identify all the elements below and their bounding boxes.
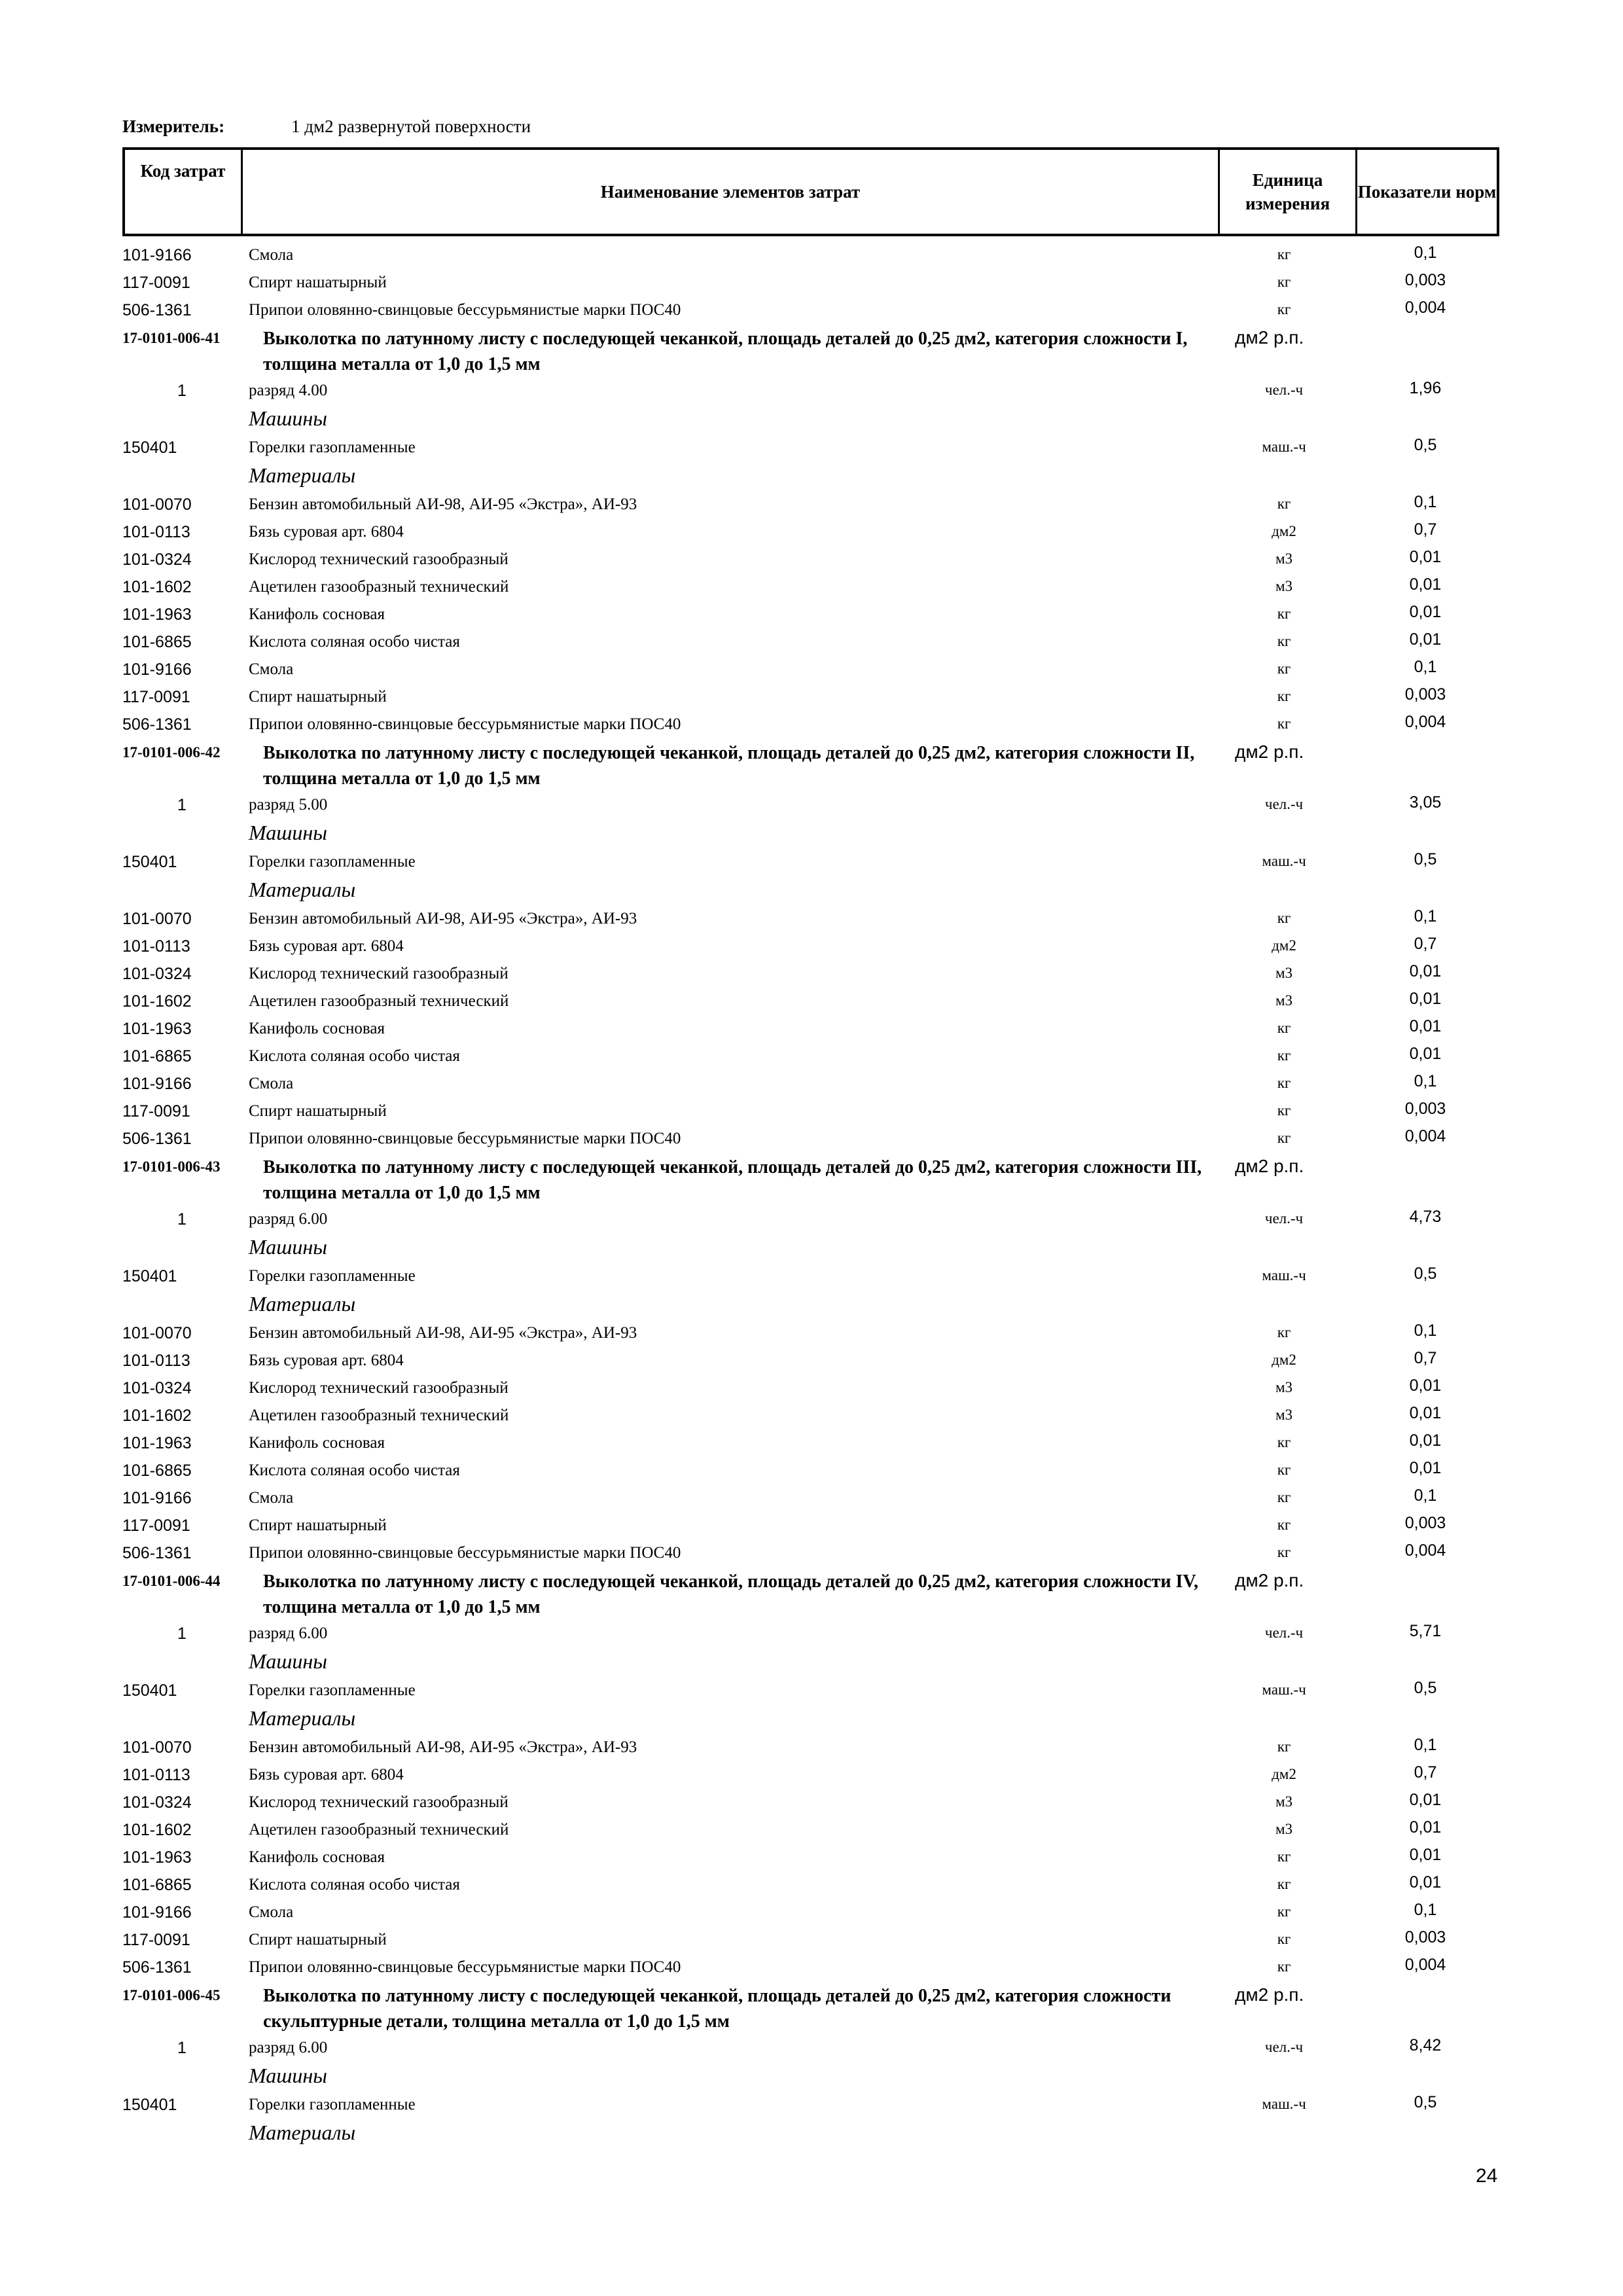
row-value: 0,01	[1409, 548, 1442, 566]
row-code: 101-0324	[122, 1793, 192, 1812]
group-label: Материалы	[249, 463, 356, 487]
row-code: 101-6865	[122, 1462, 192, 1480]
row-name: Кислород технический газообразный	[249, 1379, 508, 1397]
row-unit: маш.-ч	[1262, 1681, 1306, 1698]
row-code: 101-0113	[122, 523, 190, 541]
row-value: 0,1	[1414, 907, 1437, 925]
row-code: 101-0324	[122, 965, 192, 983]
row-name: Спирт нашатырный	[249, 688, 387, 706]
measure-line	[122, 117, 531, 137]
row-code: 1	[177, 796, 187, 814]
table-row	[122, 1430, 1499, 1458]
row-name: разряд 6.00	[249, 2039, 328, 2056]
row-code: 150401	[122, 2096, 177, 2114]
row-value: 1,96	[1409, 379, 1442, 397]
table-row	[122, 906, 1499, 933]
row-name: Припои оловянно-свинцовые бессурьмянистые марки ПОС40	[249, 1130, 681, 1147]
row-code: 1	[177, 1624, 187, 1643]
row-value: 0,01	[1409, 962, 1442, 980]
row-value: 0,7	[1414, 1763, 1437, 1782]
row-name: Бязь суровая арт. 6804	[249, 937, 404, 955]
table-row	[122, 1954, 1499, 1982]
row-code: 101-0070	[122, 1738, 192, 1757]
row-value: 0,003	[1404, 1514, 1446, 1532]
row-code: 101-0113	[122, 1352, 190, 1370]
row-code: 101-0324	[122, 1379, 192, 1397]
row-code: 101-1963	[122, 605, 192, 624]
row-name: Смола	[249, 1903, 294, 1921]
row-code: 506-1361	[122, 715, 192, 734]
row-name: Бязь суровая арт. 6804	[249, 1352, 404, 1369]
row-name: Бензин автомобильный АИ-98, АИ-95 «Экстра», АИ-93	[249, 910, 637, 927]
row-value: 0,01	[1409, 603, 1442, 621]
row-unit: м3	[1275, 992, 1293, 1009]
row-value: 0,01	[1409, 1045, 1442, 1063]
row-value: 0,01	[1409, 1017, 1442, 1035]
table-row	[122, 519, 1499, 547]
row-unit: маш.-ч	[1262, 1267, 1306, 1283]
row-code: 101-1963	[122, 1434, 192, 1452]
row-code: 101-6865	[122, 633, 192, 651]
row-name: Кислота соляная особо чистая	[249, 1462, 460, 1479]
row-value: 0,01	[1409, 575, 1442, 594]
row-unit: чел.-ч	[1264, 1624, 1304, 1641]
table-row	[122, 1734, 1499, 1762]
table-row	[122, 492, 1499, 519]
row-value: 0,1	[1414, 1486, 1437, 1505]
row-unit: кг	[1277, 301, 1291, 317]
table-row	[122, 547, 1499, 574]
row-value: 0,01	[1409, 1459, 1442, 1477]
row-unit: кг	[1277, 1516, 1291, 1533]
row-code: 101-0070	[122, 495, 192, 514]
row-unit: маш.-ч	[1262, 853, 1306, 869]
row-unit: кг	[1277, 1020, 1291, 1036]
row-name: Канифоль сосновая	[249, 605, 385, 623]
row-value: 8,42	[1409, 2036, 1442, 2054]
table-row	[122, 1126, 1499, 1153]
row-unit: дм2	[1272, 1352, 1296, 1368]
row-value: 0,1	[1414, 1321, 1437, 1340]
row-unit: чел.-ч	[1264, 796, 1304, 812]
row-name: Горелки газопламенные	[249, 1267, 416, 1285]
table-row	[122, 988, 1499, 1016]
row-name: Канифоль сосновая	[249, 1848, 385, 1866]
row-unit: кг	[1277, 1903, 1291, 1920]
row-value: 0,1	[1414, 1736, 1437, 1754]
norm-unit: дм2 р.п.	[1235, 1570, 1304, 1590]
row-code: 506-1361	[122, 1544, 192, 1562]
row-name: Смола	[249, 1489, 294, 1507]
group-label-row	[122, 2062, 1499, 2092]
norm-unit: дм2 р.п.	[1235, 327, 1304, 348]
table-row	[122, 711, 1499, 739]
row-name: Ацетилен газообразный технический	[249, 1821, 509, 1839]
row-value: 0,01	[1409, 630, 1442, 649]
row-unit: кг	[1277, 1102, 1291, 1119]
row-value: 0,1	[1414, 243, 1437, 262]
row-code: 101-9166	[122, 1903, 192, 1922]
row-value: 0,01	[1409, 1818, 1442, 1837]
row-value: 0,5	[1414, 1679, 1437, 1697]
group-label: Машины	[249, 1649, 327, 1673]
table-row	[122, 1899, 1499, 1927]
row-value: 0,01	[1409, 990, 1442, 1008]
table-row	[122, 1789, 1499, 1817]
row-code: 117-0091	[122, 274, 190, 292]
measure-value: 1 дм2 развернутой поверхности	[291, 117, 531, 136]
row-code: 101-1602	[122, 1407, 192, 1425]
row-code: 101-1963	[122, 1020, 192, 1038]
row-name: Горелки газопламенные	[249, 439, 416, 456]
header-code: Код затрат	[125, 150, 243, 234]
row-value: 0,01	[1409, 1431, 1442, 1450]
group-label: Машины	[249, 1235, 327, 1259]
row-code: 101-6865	[122, 1047, 192, 1066]
norm-title-row	[122, 1153, 1499, 1206]
row-code: 117-0091	[122, 688, 190, 706]
row-unit: маш.-ч	[1262, 2096, 1306, 2112]
row-value: 0,1	[1414, 493, 1437, 511]
row-name: Кислота соляная особо чистая	[249, 1876, 460, 1893]
row-code: 101-0070	[122, 1324, 192, 1342]
row-value: 0,01	[1409, 1376, 1442, 1395]
row-name: разряд 4.00	[249, 382, 328, 399]
row-code: 117-0091	[122, 1516, 190, 1535]
row-name: Спирт нашатырный	[249, 1931, 387, 1948]
row-value: 0,1	[1414, 658, 1437, 676]
row-unit: м3	[1275, 965, 1293, 981]
row-code: 101-1602	[122, 1821, 192, 1839]
row-name: Припои оловянно-свинцовые бессурьмянистые марки ПОС40	[249, 1958, 681, 1976]
row-code: 150401	[122, 1681, 177, 1700]
norm-title-row	[122, 1568, 1499, 1621]
row-name: Бензин автомобильный АИ-98, АИ-95 «Экстра», АИ-93	[249, 1738, 637, 1756]
row-name: Ацетилен газообразный технический	[249, 1407, 509, 1424]
row-code: 101-0113	[122, 937, 190, 956]
table-row	[122, 1403, 1499, 1430]
table-row	[122, 1320, 1499, 1348]
table-body	[122, 242, 1499, 2149]
row-value: 0,1	[1414, 1901, 1437, 1919]
norm-code: 17-0101-006-42	[122, 744, 221, 761]
row-unit: чел.-ч	[1264, 2039, 1304, 2055]
table-row	[122, 574, 1499, 601]
row-code: 101-1602	[122, 992, 192, 1011]
table-row	[122, 2092, 1499, 2119]
table-row	[122, 629, 1499, 656]
row-name: Смола	[249, 1075, 294, 1092]
row-unit: кг	[1277, 1130, 1291, 1146]
group-label-row	[122, 876, 1499, 906]
row-unit: кг	[1277, 1958, 1291, 1975]
row-name: Смола	[249, 660, 294, 678]
row-code: 150401	[122, 853, 177, 871]
table-row	[122, 1872, 1499, 1899]
row-unit: кг	[1277, 660, 1291, 677]
row-code: 1	[177, 2039, 187, 2057]
row-unit: кг	[1277, 1462, 1291, 1478]
table-row	[122, 1677, 1499, 1705]
row-name: Канифоль сосновая	[249, 1020, 385, 1037]
row-code: 1	[177, 382, 187, 400]
group-label-row	[122, 462, 1499, 492]
table-row	[122, 2035, 1499, 2062]
table-row	[122, 1817, 1499, 1844]
table-row	[122, 1927, 1499, 1954]
group-label-row	[122, 2119, 1499, 2149]
row-code: 101-9166	[122, 1489, 192, 1507]
row-unit: чел.-ч	[1264, 382, 1304, 398]
row-code: 150401	[122, 439, 177, 457]
row-value: 0,01	[1409, 1846, 1442, 1864]
row-unit: дм2	[1272, 1766, 1296, 1782]
row-code: 506-1361	[122, 1130, 192, 1148]
row-unit: кг	[1277, 1848, 1291, 1865]
row-name: Кислород технический газообразный	[249, 550, 508, 568]
group-label: Машины	[249, 406, 327, 430]
row-name: Бензин автомобильный АИ-98, АИ-95 «Экстра», АИ-93	[249, 495, 637, 513]
group-label-row	[122, 405, 1499, 435]
row-unit: кг	[1277, 1489, 1291, 1505]
norm-title-row	[122, 325, 1499, 378]
table-row	[122, 601, 1499, 629]
row-value: 5,71	[1409, 1622, 1442, 1640]
row-code: 101-6865	[122, 1876, 192, 1894]
row-unit: кг	[1277, 1434, 1291, 1450]
table-row	[122, 961, 1499, 988]
norm-title-row	[122, 1982, 1499, 2035]
row-name: Бязь суровая арт. 6804	[249, 1766, 404, 1784]
row-name: Припои оловянно-свинцовые бессурьмянистые марки ПОС40	[249, 301, 681, 319]
row-value: 0,5	[1414, 2093, 1437, 2111]
row-name: Горелки газопламенные	[249, 2096, 416, 2113]
row-code: 101-9166	[122, 246, 192, 264]
norm-title: Выколотка по латунному листу с последующей чеканкой, площадь деталей до 0,25 дм2, категория сложности II, толщина металла от 1,0 до 1,5 мм	[263, 743, 1195, 789]
table-row	[122, 1621, 1499, 1648]
row-value: 0,7	[1414, 935, 1437, 953]
group-label-row	[122, 1648, 1499, 1677]
row-unit: маш.-ч	[1262, 439, 1306, 455]
row-value: 0,003	[1404, 685, 1446, 704]
table-row	[122, 1043, 1499, 1071]
table-row	[122, 1762, 1499, 1789]
table-row	[122, 1375, 1499, 1403]
row-name: Бязь суровая арт. 6804	[249, 523, 404, 541]
row-unit: чел.-ч	[1264, 1210, 1304, 1227]
row-name: Припои оловянно-свинцовые бессурьмянистые марки ПОС40	[249, 715, 681, 733]
row-unit: кг	[1277, 633, 1291, 649]
norm-unit: дм2 р.п.	[1235, 1984, 1304, 2005]
row-value: 0,003	[1404, 1928, 1446, 1946]
row-unit: м3	[1275, 1407, 1293, 1423]
row-name: Кислота соляная особо чистая	[249, 633, 460, 651]
row-name: Горелки газопламенные	[249, 1681, 416, 1699]
row-value: 0,004	[1404, 1127, 1446, 1145]
table-row	[122, 933, 1499, 961]
row-unit: м3	[1275, 1379, 1293, 1395]
norm-code: 17-0101-006-45	[122, 1987, 221, 2003]
norm-code: 17-0101-006-43	[122, 1158, 221, 1175]
row-unit: кг	[1277, 1544, 1291, 1560]
row-code: 101-9166	[122, 660, 192, 679]
row-name: разряд 6.00	[249, 1210, 328, 1228]
row-value: 0,003	[1404, 1100, 1446, 1118]
row-name: Канифоль сосновая	[249, 1434, 385, 1452]
row-name: Спирт нашатырный	[249, 1102, 387, 1120]
row-code: 101-1963	[122, 1848, 192, 1867]
norm-title: Выколотка по латунному листу с последующей чеканкой, площадь деталей до 0,25 дм2, категория сложности скульптурные детали, толщина металла от 1,0 до 1,5 мм	[263, 1986, 1171, 2032]
row-unit: кг	[1277, 495, 1291, 512]
row-name: Горелки газопламенные	[249, 853, 416, 870]
row-name: Спирт нашатырный	[249, 274, 387, 291]
group-label: Материалы	[249, 1706, 356, 1730]
row-code: 101-0324	[122, 550, 192, 569]
row-unit: кг	[1277, 274, 1291, 290]
row-name: Бензин автомобильный АИ-98, АИ-95 «Экстра», АИ-93	[249, 1324, 637, 1342]
table-row	[122, 1844, 1499, 1872]
row-unit: кг	[1277, 1738, 1291, 1755]
row-code: 101-0113	[122, 1766, 190, 1784]
row-value: 3,05	[1409, 793, 1442, 812]
header-name: Наименование элементов затрат	[243, 150, 1220, 234]
row-name: Кислота соляная особо чистая	[249, 1047, 460, 1065]
norm-title: Выколотка по латунному листу с последующей чеканкой, площадь деталей до 0,25 дм2, категория сложности I, толщина металла от 1,0 до 1,5 мм	[263, 329, 1188, 374]
table-row	[122, 1458, 1499, 1485]
row-value: 0,01	[1409, 1873, 1442, 1892]
table-row	[122, 1513, 1499, 1540]
row-name: разряд 6.00	[249, 1624, 328, 1642]
group-label-row	[122, 1234, 1499, 1263]
row-name: Кислород технический газообразный	[249, 965, 508, 982]
table-row	[122, 242, 1499, 270]
row-name: Спирт нашатырный	[249, 1516, 387, 1534]
row-value: 0,004	[1404, 1541, 1446, 1560]
header-norm: Показатели норм	[1357, 182, 1497, 202]
table-row	[122, 849, 1499, 876]
row-name: Припои оловянно-свинцовые бессурьмянистые марки ПОС40	[249, 1544, 681, 1562]
row-code: 150401	[122, 1267, 177, 1285]
norm-title-row	[122, 739, 1499, 792]
table-row	[122, 684, 1499, 711]
measure-label: Измеритель:	[122, 117, 225, 136]
row-unit: кг	[1277, 246, 1291, 262]
norm-code: 17-0101-006-44	[122, 1573, 221, 1589]
table-row	[122, 378, 1499, 405]
norm-unit: дм2 р.п.	[1235, 742, 1304, 762]
norm-code: 17-0101-006-41	[122, 330, 221, 346]
row-value: 4,73	[1409, 1208, 1442, 1226]
row-value: 0,01	[1409, 1791, 1442, 1809]
row-name: Смола	[249, 246, 294, 264]
row-unit: м3	[1275, 1821, 1293, 1837]
row-value: 0,1	[1414, 1072, 1437, 1090]
row-code: 101-1602	[122, 578, 192, 596]
table-row	[122, 656, 1499, 684]
row-value: 0,01	[1409, 1404, 1442, 1422]
group-label: Материалы	[249, 1292, 356, 1316]
table-row	[122, 792, 1499, 819]
row-code: 117-0091	[122, 1931, 190, 1949]
row-unit: м3	[1275, 578, 1293, 594]
row-unit: кг	[1277, 1324, 1291, 1340]
table-row	[122, 1016, 1499, 1043]
row-unit: дм2	[1272, 523, 1296, 539]
group-label-row	[122, 1705, 1499, 1734]
norm-title: Выколотка по латунному листу с последующей чеканкой, площадь деталей до 0,25 дм2, категория сложности III, толщина металла от 1,0 до 1,5 мм	[263, 1157, 1202, 1203]
group-label: Машины	[249, 821, 327, 844]
row-unit: кг	[1277, 910, 1291, 926]
page-number: 24	[1476, 2165, 1498, 2187]
group-label-row	[122, 819, 1499, 849]
table-row	[122, 1348, 1499, 1375]
row-unit: кг	[1277, 715, 1291, 732]
row-unit: кг	[1277, 688, 1291, 704]
row-value: 0,5	[1414, 1265, 1437, 1283]
row-code: 506-1361	[122, 301, 192, 319]
table-row	[122, 1485, 1499, 1513]
row-code: 506-1361	[122, 1958, 192, 1977]
row-name: Кислород технический газообразный	[249, 1793, 508, 1811]
row-value: 0,004	[1404, 713, 1446, 731]
row-code: 117-0091	[122, 1102, 190, 1121]
row-value: 0,5	[1414, 850, 1437, 869]
row-unit: кг	[1277, 1876, 1291, 1892]
group-label-row	[122, 1291, 1499, 1320]
row-code: 101-9166	[122, 1075, 192, 1093]
row-name: Ацетилен газообразный технический	[249, 992, 509, 1010]
row-unit: кг	[1277, 605, 1291, 622]
group-label: Материалы	[249, 2121, 356, 2144]
row-value: 0,003	[1404, 271, 1446, 289]
row-unit: кг	[1277, 1931, 1291, 1947]
row-unit: м3	[1275, 1793, 1293, 1810]
table-row	[122, 1263, 1499, 1291]
row-unit: кг	[1277, 1047, 1291, 1064]
row-unit: дм2	[1272, 937, 1296, 954]
row-value: 0,7	[1414, 1349, 1437, 1367]
table-row	[122, 270, 1499, 297]
norm-title: Выколотка по латунному листу с последующей чеканкой, площадь деталей до 0,25 дм2, категория сложности IV, толщина металла от 1,0 до 1,5 мм	[263, 1571, 1198, 1617]
table-row	[122, 1071, 1499, 1098]
header-unit: Единица измерения	[1220, 150, 1357, 234]
group-label: Материалы	[249, 878, 356, 901]
row-value: 0,5	[1414, 436, 1437, 454]
row-unit: м3	[1275, 550, 1293, 567]
row-unit: кг	[1277, 1075, 1291, 1091]
table-row	[122, 1540, 1499, 1568]
group-label: Машины	[249, 2064, 327, 2087]
norm-unit: дм2 р.п.	[1235, 1156, 1304, 1176]
table-row	[122, 297, 1499, 325]
row-name: разряд 5.00	[249, 796, 328, 814]
row-value: 0,7	[1414, 520, 1437, 539]
row-code: 101-0070	[122, 910, 192, 928]
table-header	[122, 147, 1499, 236]
table-row	[122, 1206, 1499, 1234]
row-value: 0,004	[1404, 1956, 1446, 1974]
table-row	[122, 435, 1499, 462]
table-row	[122, 1098, 1499, 1126]
row-code: 1	[177, 1210, 187, 1229]
row-name: Ацетилен газообразный технический	[249, 578, 509, 596]
row-value: 0,004	[1404, 298, 1446, 317]
